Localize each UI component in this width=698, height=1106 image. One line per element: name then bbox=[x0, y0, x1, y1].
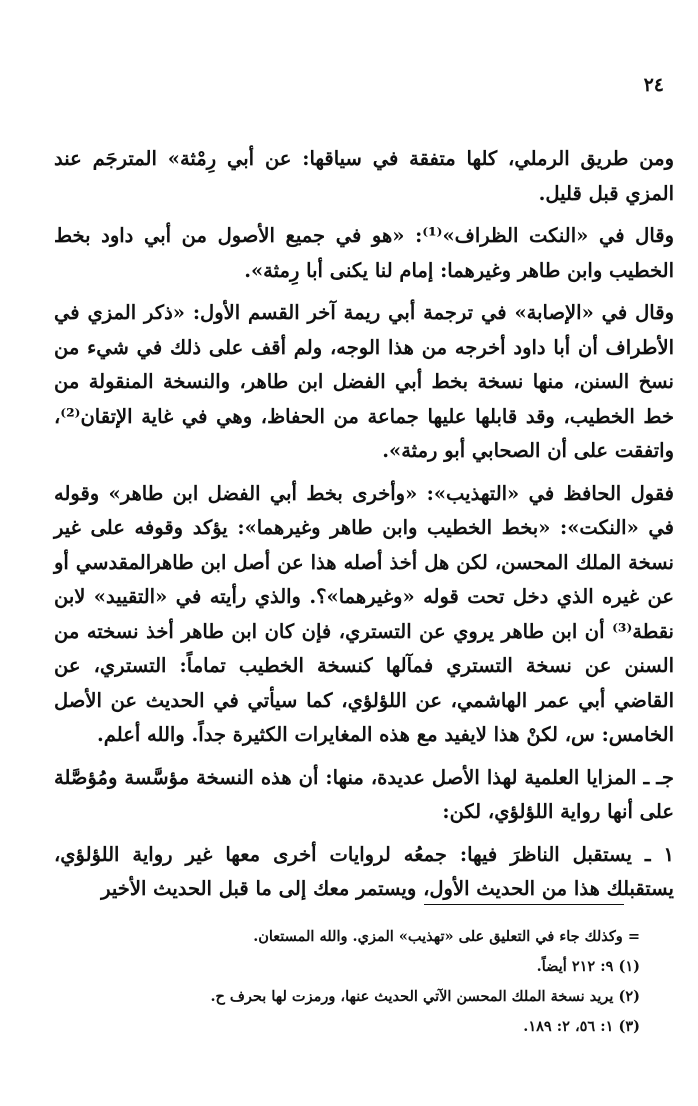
footnote: (٢) يريد نسخة الملك المحسن الآتي الحديث عنها، ورمزت لها بحرف ح. bbox=[210, 988, 640, 1005]
page-number: ٢٤ bbox=[643, 74, 664, 96]
paragraph: جـ ـ المزايا العلمية لهذا الأصل عديدة، منها: أن هذه النسخة مؤسَّسة ومُؤصَّلة على أنها رواية اللؤلؤي، لكن: bbox=[54, 765, 674, 823]
paragraph: فقول الحافظ في «التهذيب»: «وأخرى بخط أبي الفضل ابن طاهر» وقوله في «النكت»: «بخط الخطيب وابن طاهر وغيرهما»: يؤكد وقوفه على غير نسخة الملك المحسن، لكن هل أخذ أصله هذا عن أصل ابن طاهرالمقدسي أو عن غيره الذي دخل تحت قوله «وغيرهما»؟. والذي رأيته في «التقييد» لابن نقطة⁽³⁾ أن ابن طاهر يروي عن التستري، فإن كان ابن طاهر أخذ نسخته من السنن عن نسخة التستري فمآلها كنسخة الخطيب تماماً: التستري، عن القاضي أبي عمر الهاشمي، عن اللؤلؤي، كما سيأتي في الحديث عن الأصل الخامس: س، لكنْ هذا لايفيد مع هذه المغايرات الكثيرة جداً. والله أعلم. bbox=[54, 481, 674, 746]
paragraph: وقال في «النكت الظراف»⁽¹⁾: «هو في جميع الأصول من أبي داود بخط الخطيب وابن طاهر وغيرهما: إمام لنا يكنى أبا رِمثة». bbox=[54, 224, 674, 282]
paragraph: وقال في «الإصابة» في ترجمة أبي ريمة آخر القسم الأول: «ذكر المزي في الأطراف أن أبا داود أخرجه من هذا الوجه، ولم أقف على ذلك في شيء من نسخ السنن، منها نسخة بخط أبي الفضل ابن طاهر، والنسخة المنقولة من خط الخطيب، وقد قابلها عليها جماعة من الحفاظ، وهي في غاية الإتقان⁽²⁾، واتفقت على أن الصحابي أبو رمثة». bbox=[54, 301, 674, 462]
footnote-continuation: = وكذلك جاء في التعليق على «تهذيب» المزي. والله المستعان. bbox=[253, 928, 640, 945]
paragraph: ومن طريق الرملي، كلها متفقة في سياقها: عن أبي رِمْثة» المترجَم عند المزي قبل قليل. bbox=[54, 147, 674, 205]
footnote: (١) ٩: ٢١٢ أيضاً. bbox=[536, 958, 640, 975]
footnote-separator bbox=[424, 904, 624, 905]
paragraph: ١ ـ يستقبل الناظرَ فيها: جمعُه لروايات أخرى معها غير رواية اللؤلؤي، يستقبلك هذا من الحديث الأول، ويستمر معك إلى ما قبل الحديث الأخير bbox=[54, 842, 674, 900]
footnotes bbox=[130, 922, 640, 1042]
footnote: (٣) ١: ٥٦، ٢: ١٨٩. bbox=[523, 1018, 640, 1035]
main-text bbox=[54, 142, 674, 907]
